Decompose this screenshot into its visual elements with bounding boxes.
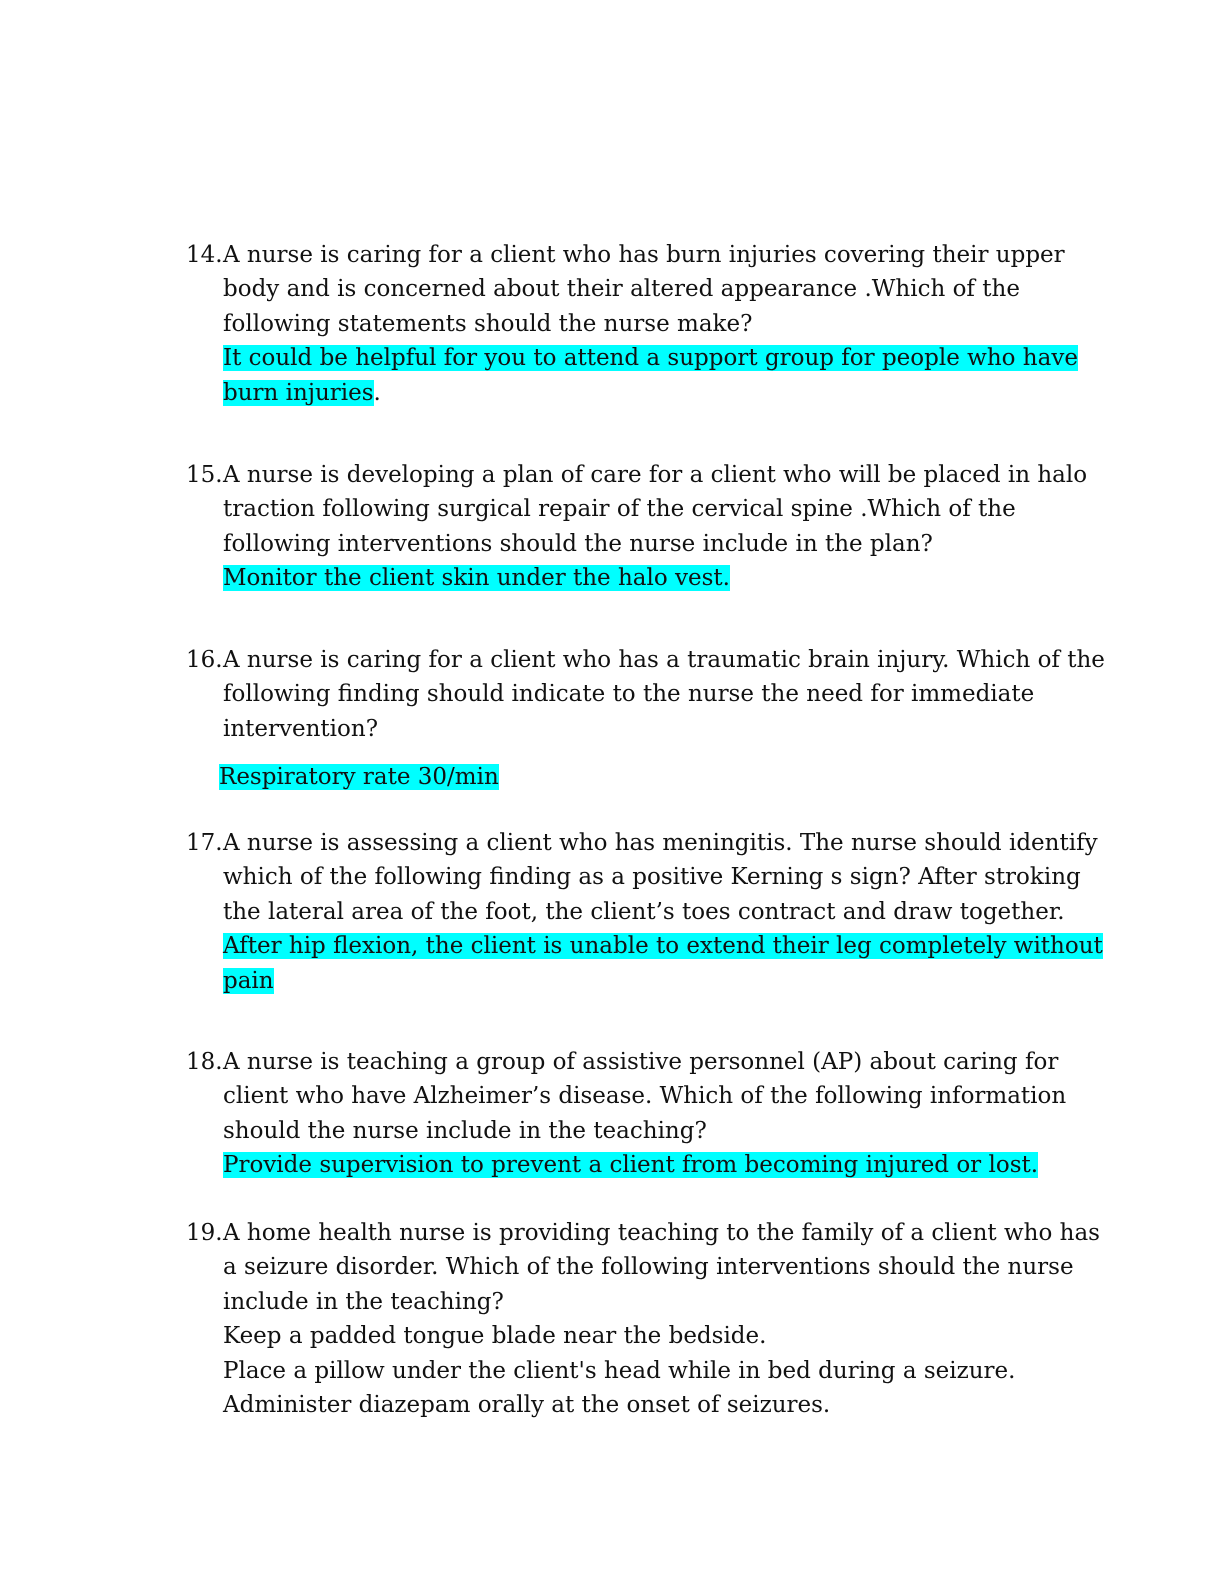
answer-line: [223, 1148, 1086, 1182]
option-line: Place a pillow under the client's head while in bed during a seizure.: [223, 1357, 1016, 1384]
question-text-line: traction following surgical repair of the cervical spine .Which of the: [223, 496, 1016, 523]
answer-highlight: burn injuries: [223, 379, 374, 406]
question-text-line: following interventions should the nurse include in the plan?: [223, 530, 933, 557]
question-text-line: A nurse is caring for a client who has a traumatic brain injury. Which of the: [223, 647, 1105, 673]
question-number: 14.: [186, 242, 223, 268]
question-text-line: intervention?: [223, 715, 379, 742]
answer-highlight: Monitor the client skin under the halo vest.: [223, 565, 730, 592]
answer-highlight: It could be helpful for you to attend a support group for people who have: [223, 345, 1078, 372]
question-text-line: should the nurse include in the teaching?: [223, 1117, 707, 1144]
question-number: 16.: [186, 647, 223, 673]
answer-line: [223, 964, 1086, 998]
answer-line: [223, 376, 1086, 410]
answer-line: [223, 929, 1103, 963]
answer-highlight: Respiratory rate 30/min: [219, 764, 499, 790]
answer-line: [223, 341, 1086, 375]
question-15: [186, 458, 1086, 596]
question-text-line: A nurse is caring for a client who has burn injuries covering their upper: [223, 242, 1065, 268]
question-text-line: following finding should indicate to the nurse the need for immediate: [223, 681, 1035, 708]
question-14: [186, 238, 1086, 410]
question-17: [186, 826, 1103, 998]
question-number: 17.: [186, 830, 223, 856]
question-text-line: which of the following finding as a positive Kerning s sign? After stroking: [223, 864, 1081, 891]
answer-highlight: After hip flexion, the client is unable to extend their leg completely without: [223, 933, 1103, 960]
question-text-line: body and is concerned about their altered appearance .Which of the: [223, 276, 1020, 303]
question-text-line: A nurse is assessing a client who has meningitis. The nurse should identify: [223, 830, 1098, 856]
question-16-answer: [219, 760, 499, 794]
question-text-line: client who have Alzheimer’s disease. Which of the following information: [223, 1083, 1067, 1110]
answer-highlight: Provide supervision to prevent a client from becoming injured or lost.: [223, 1152, 1039, 1179]
question-number: 19.: [186, 1220, 223, 1246]
question-number: 15.: [186, 462, 223, 488]
question-18: [186, 1045, 1086, 1183]
answer-trailing-period: .: [373, 379, 381, 406]
answer-line: [223, 561, 1086, 595]
question-text-line: following statements should the nurse make?: [223, 310, 753, 337]
question-number: 18.: [186, 1049, 223, 1075]
question-text-line: include in the teaching?: [223, 1288, 504, 1315]
question-text-line: a seizure disorder. Which of the following interventions should the nurse: [223, 1254, 1074, 1281]
question-text-line: A home health nurse is providing teaching to the family of a client who has: [223, 1220, 1100, 1246]
answer-highlight: pain: [223, 967, 274, 994]
question-16: [186, 643, 1105, 746]
option-line: Administer diazepam orally at the onset of seizures.: [223, 1392, 831, 1419]
question-19: [186, 1216, 1100, 1422]
question-text-line: A nurse is developing a plan of care for a client who will be placed in halo: [223, 462, 1088, 488]
question-text-line: A nurse is teaching a group of assistive personnel (AP) about caring for: [223, 1049, 1059, 1075]
question-text-line: the lateral area of the foot, the client’s toes contract and draw together.: [223, 898, 1065, 925]
option-line: Keep a padded tongue blade near the bedside.: [223, 1323, 767, 1350]
